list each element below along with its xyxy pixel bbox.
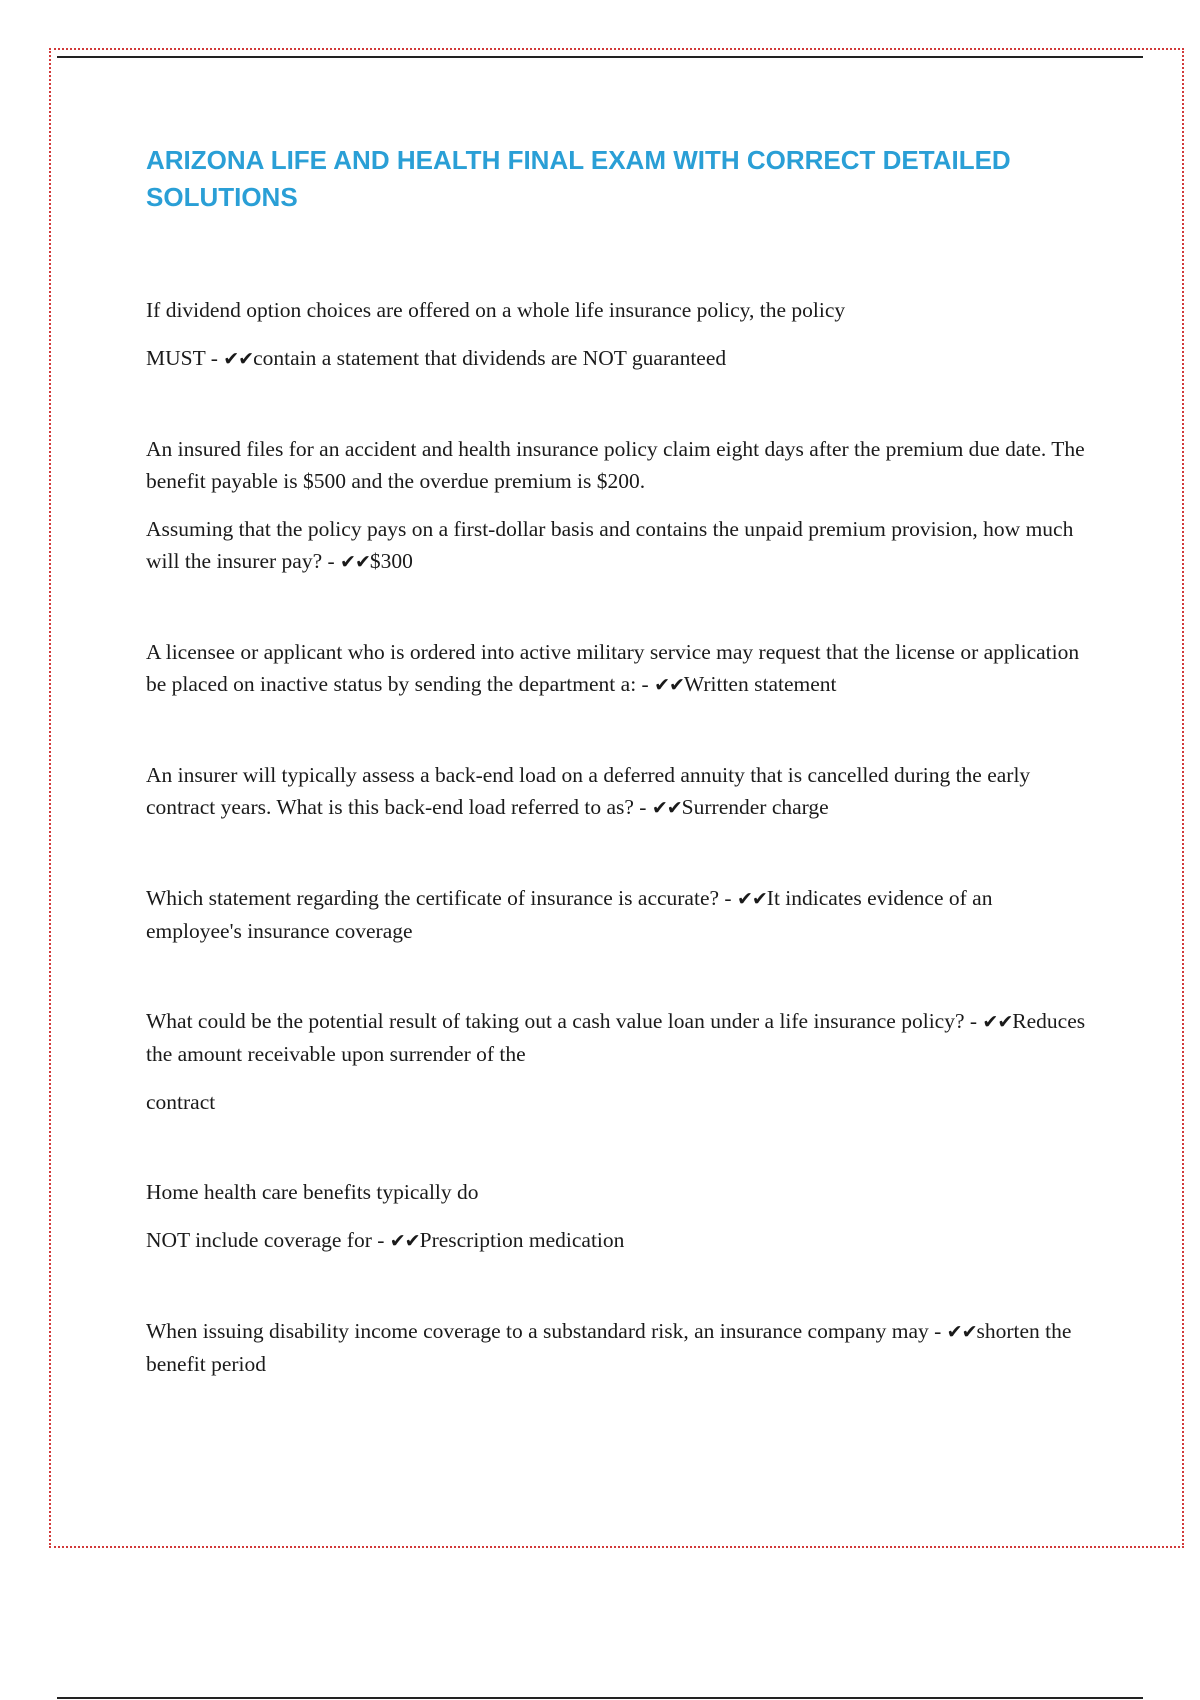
text-line	[146, 1176, 1086, 1208]
text-line	[146, 433, 1086, 497]
document-content	[146, 142, 1086, 1438]
check-icon: ✔✔	[654, 674, 684, 696]
document-title: ARIZONA LIFE AND HEALTH FINAL EXAM WITH CORRECT DETAILED SOLUTIONS	[146, 145, 1011, 212]
question-text: An insurer will typically assess a back-end load on a deferred annuity that is cancelled during the early contract years. What is this back-end load referred to as? -	[146, 763, 1031, 819]
check-icon: ✔✔	[389, 1230, 420, 1252]
check-icon: ✔✔	[651, 797, 682, 819]
answer-text: contain a statement that dividends are NOT guaranteed	[253, 346, 727, 370]
question-text: contract	[146, 1090, 216, 1114]
qa-item	[146, 294, 1086, 375]
qa-item	[146, 1176, 1086, 1257]
header-rule	[57, 56, 1143, 58]
qa-item	[146, 1315, 1086, 1380]
question-text: MUST -	[146, 346, 224, 370]
question-text: A licensee or applicant who is ordered into active military service may request that the license or application be placed on inactive status by sending the department a: -	[146, 640, 1080, 696]
question-line	[146, 513, 1086, 578]
qa-item	[146, 882, 1086, 947]
check-icon: ✔✔	[946, 1321, 977, 1343]
question-line	[146, 636, 1086, 701]
question-line	[146, 342, 1086, 375]
question-text: Which statement regarding the certificate of insurance is accurate? -	[146, 886, 737, 910]
qa-list	[146, 294, 1086, 1380]
answer-text: It indicates evidence of an employee's insurance coverage	[146, 886, 993, 943]
footer-rule	[57, 1697, 1143, 1699]
answer-text: $300	[369, 549, 413, 573]
qa-item	[146, 636, 1086, 701]
question-line	[146, 1005, 1086, 1070]
qa-item	[146, 759, 1086, 824]
text-line	[146, 1086, 1086, 1118]
text-line	[146, 294, 1086, 326]
question-line	[146, 882, 1086, 947]
check-icon: ✔✔	[223, 348, 254, 370]
question-text: Home health care benefits typically do	[146, 1180, 479, 1204]
question-text: When issuing disability income coverage to a substandard risk, an insurance company may -	[146, 1319, 947, 1343]
question-text: If dividend option choices are offered on a whole life insurance policy, the policy	[146, 298, 846, 322]
qa-item	[146, 1005, 1086, 1118]
answer-text: Reduces the amount receivable upon surrender of the	[146, 1009, 1086, 1066]
qa-item	[146, 433, 1086, 578]
question-text: What could be the potential result of taking out a cash value loan under a life insurance policy? -	[146, 1009, 983, 1033]
question-text: Assuming that the policy pays on a first-dollar basis and contains the unpaid premium provision, how much will the insurer pay? -	[146, 517, 1074, 573]
check-icon: ✔✔	[340, 551, 370, 573]
question-line	[146, 759, 1086, 824]
check-icon: ✔✔	[982, 1011, 1013, 1033]
question-text: NOT include coverage for -	[146, 1228, 390, 1252]
answer-text: Prescription medication	[419, 1228, 625, 1252]
answer-text: shorten the benefit period	[146, 1319, 1072, 1376]
question-line	[146, 1224, 1086, 1257]
answer-text: Written statement	[683, 672, 837, 696]
question-text: An insured files for an accident and health insurance policy claim eight days after the premium due date. The benefit payable is $500 and the overdue premium is $200.	[146, 437, 1085, 493]
question-line	[146, 1315, 1086, 1380]
answer-text: Surrender charge	[681, 795, 829, 819]
check-icon: ✔✔	[736, 888, 767, 910]
